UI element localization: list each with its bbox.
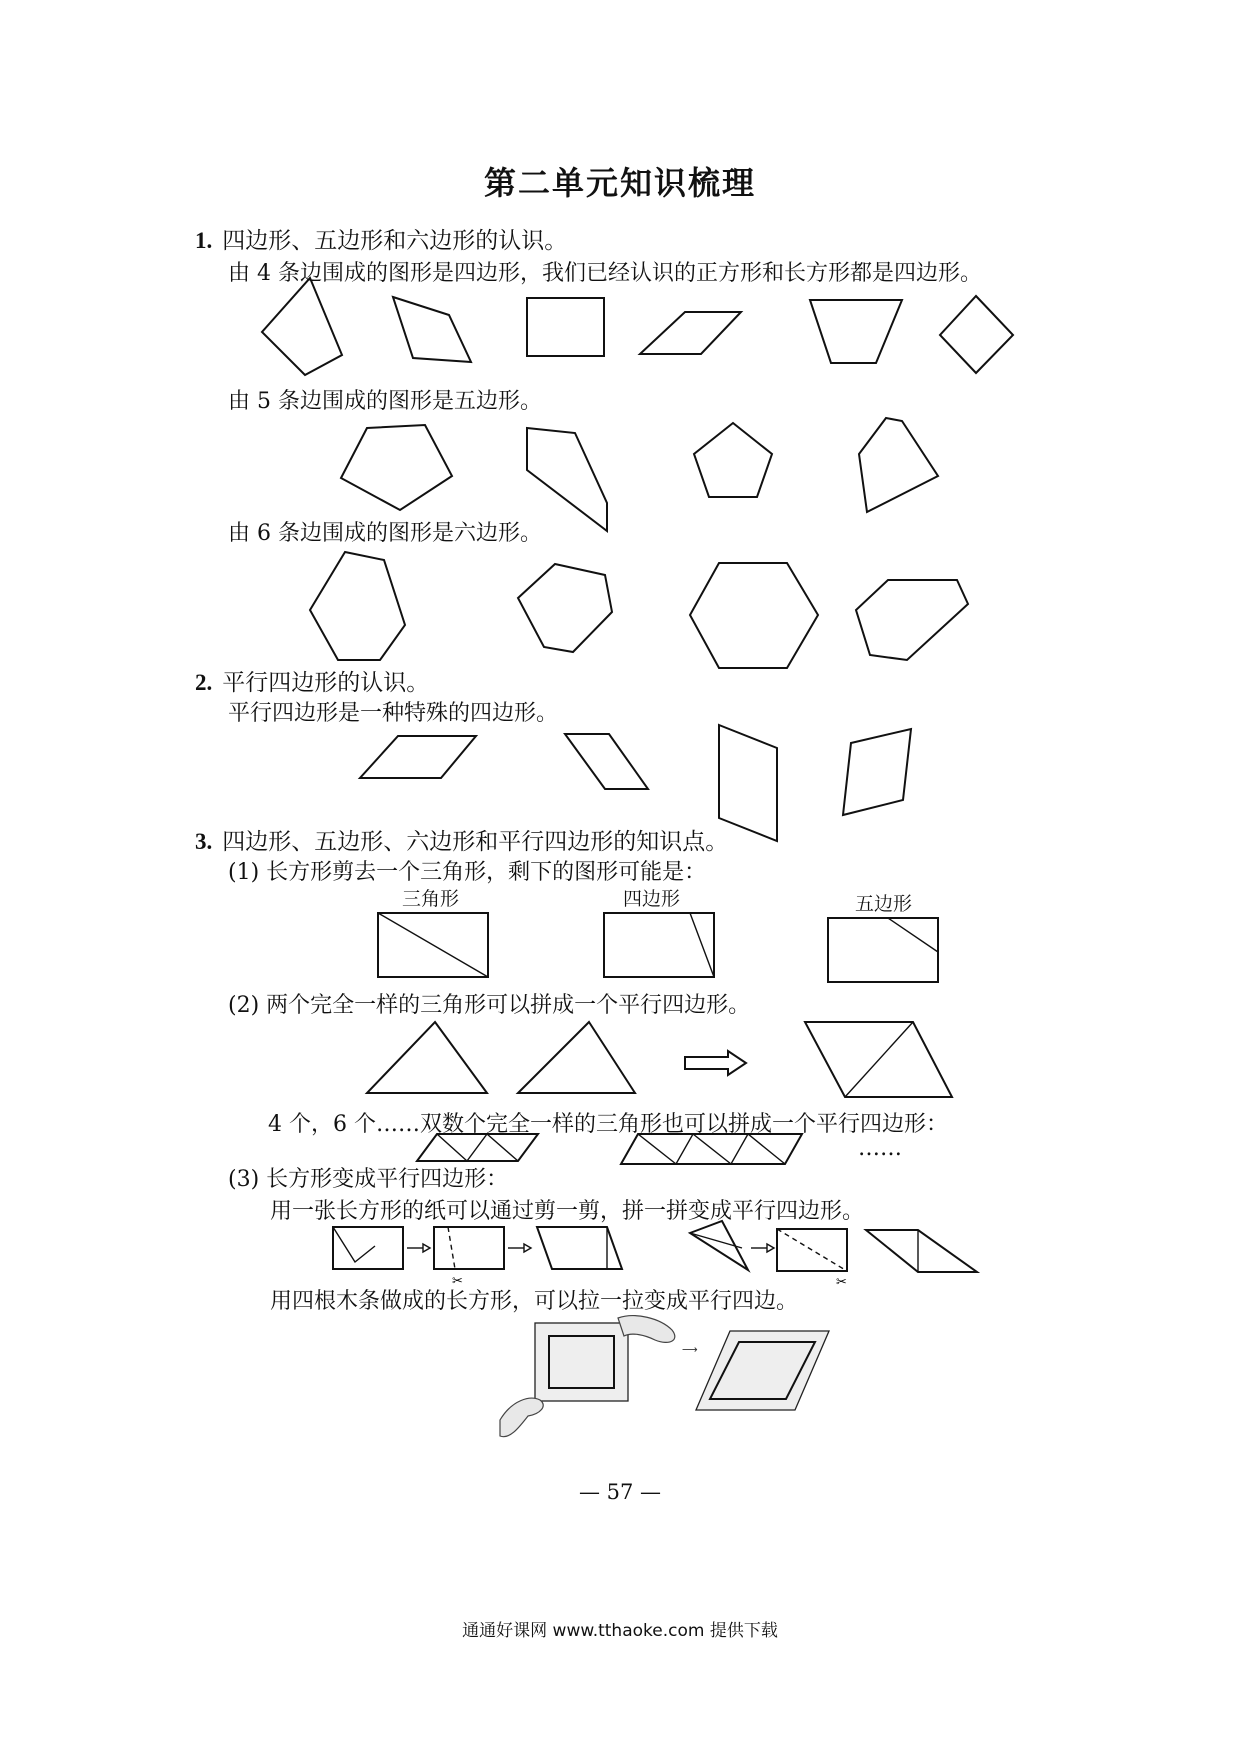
point-3-paper-text: 用一张长方形的纸可以通过剪一剪，拼一拼变成平行四边形。	[270, 1199, 865, 1224]
arrow-icon	[685, 1051, 746, 1075]
triangles-to-parallelogram	[367, 1022, 952, 1097]
pentagon-shape-1	[341, 425, 452, 510]
hexagon-shape-4	[856, 580, 968, 660]
paper-cut-sequence-1	[333, 1227, 622, 1289]
triangle-1	[367, 1022, 487, 1093]
pentagon-shape-2	[527, 428, 607, 531]
footer-credit: 通通好课网 www.tthaoke.com 提供下载	[462, 1621, 778, 1641]
rectangle-cut-examples	[378, 913, 938, 982]
section-2-heading-text: 平行四边形的认识。	[222, 670, 430, 696]
page-number: — 57 —	[578, 1480, 662, 1504]
paper-cut-sequence-2	[690, 1221, 977, 1290]
wooden-frame-illustration	[500, 1316, 829, 1437]
kite-shape	[262, 278, 342, 375]
trapezoid-shape-2	[810, 300, 902, 363]
result-parallelogram-paper-1	[537, 1227, 622, 1269]
hexagon-shape-1	[310, 552, 405, 660]
point-2-text: (2) 两个完全一样的三角形可以拼成一个平行四边形。	[228, 993, 751, 1018]
hexagon-definition: 由 6 条边围成的图形是六边形。	[228, 521, 542, 546]
parallelogram-1	[360, 736, 476, 778]
point-3-text: (3) 长方形变成平行四边形：	[228, 1167, 509, 1192]
hexagon-examples	[310, 552, 968, 668]
quadrilateral-examples	[262, 278, 1013, 375]
section-1-heading-text: 四边形、五边形和六边形的认识。	[222, 228, 568, 254]
hand-icon-bottom	[500, 1398, 543, 1437]
label-pentagon: 五边形	[855, 893, 913, 915]
parallelogram-4	[843, 729, 911, 815]
label-triangle: 三角形	[402, 888, 460, 910]
paper-rect-1	[333, 1227, 403, 1269]
parallelogram-shape	[640, 312, 741, 354]
point-2-extra-text: 4 个，6 个……双数个完全一样的三角形也可以拼成一个平行四边形：	[268, 1112, 948, 1137]
triangle-2	[518, 1022, 635, 1093]
page-title: 第二单元知识梳理	[483, 164, 756, 202]
hexagon-shape-3	[690, 563, 818, 668]
quadrilateral-definition: 由 4 条边围成的图形是四边形，我们已经认识的正方形和长方形都是四边形。	[228, 261, 982, 286]
rectangle-shape	[527, 298, 604, 356]
rect-cut-quadrilateral	[604, 913, 714, 977]
pentagon-examples	[341, 418, 938, 531]
scissors-icon: ✂	[452, 1274, 463, 1289]
pull-arrow-icon: ⟶	[682, 1343, 698, 1356]
point-3-wood-text: 用四根木条做成的长方形，可以拉一拉变成平行四边。	[270, 1289, 799, 1314]
section-1-number: 1.	[195, 228, 213, 253]
parallelogram-definition: 平行四边形是一种特殊的四边形。	[228, 701, 559, 726]
section-2-number: 2.	[195, 670, 213, 695]
point-1-text: (1) 长方形剪去一个三角形，剩下的图形可能是：	[228, 860, 707, 885]
section-3-heading-text: 四边形、五边形、六边形和平行四边形的知识点。	[222, 829, 729, 855]
pentagon-shape-4	[859, 418, 938, 512]
rhombus-shape	[940, 296, 1013, 373]
parallelogram-3	[719, 725, 777, 841]
rect-cut-pentagon	[828, 918, 938, 982]
hexagon-shape-2	[518, 564, 612, 652]
ellipsis: ……	[858, 1136, 902, 1161]
parallelogram-examples	[360, 725, 911, 841]
trapezoid-shape-1	[393, 297, 471, 362]
result-parallelogram-paper-2	[866, 1230, 977, 1272]
pentagon-shape-3	[694, 423, 772, 497]
scissors-icon-2: ✂	[836, 1275, 847, 1290]
triangle-strips	[417, 1134, 802, 1164]
pentagon-definition: 由 5 条边围成的图形是五边形。	[228, 389, 542, 414]
paper-rect-2	[434, 1227, 504, 1269]
section-3-number: 3.	[195, 829, 213, 854]
label-quadrilateral: 四边形	[623, 888, 681, 910]
parallelogram-2	[565, 734, 648, 789]
folded-paper	[690, 1221, 748, 1270]
